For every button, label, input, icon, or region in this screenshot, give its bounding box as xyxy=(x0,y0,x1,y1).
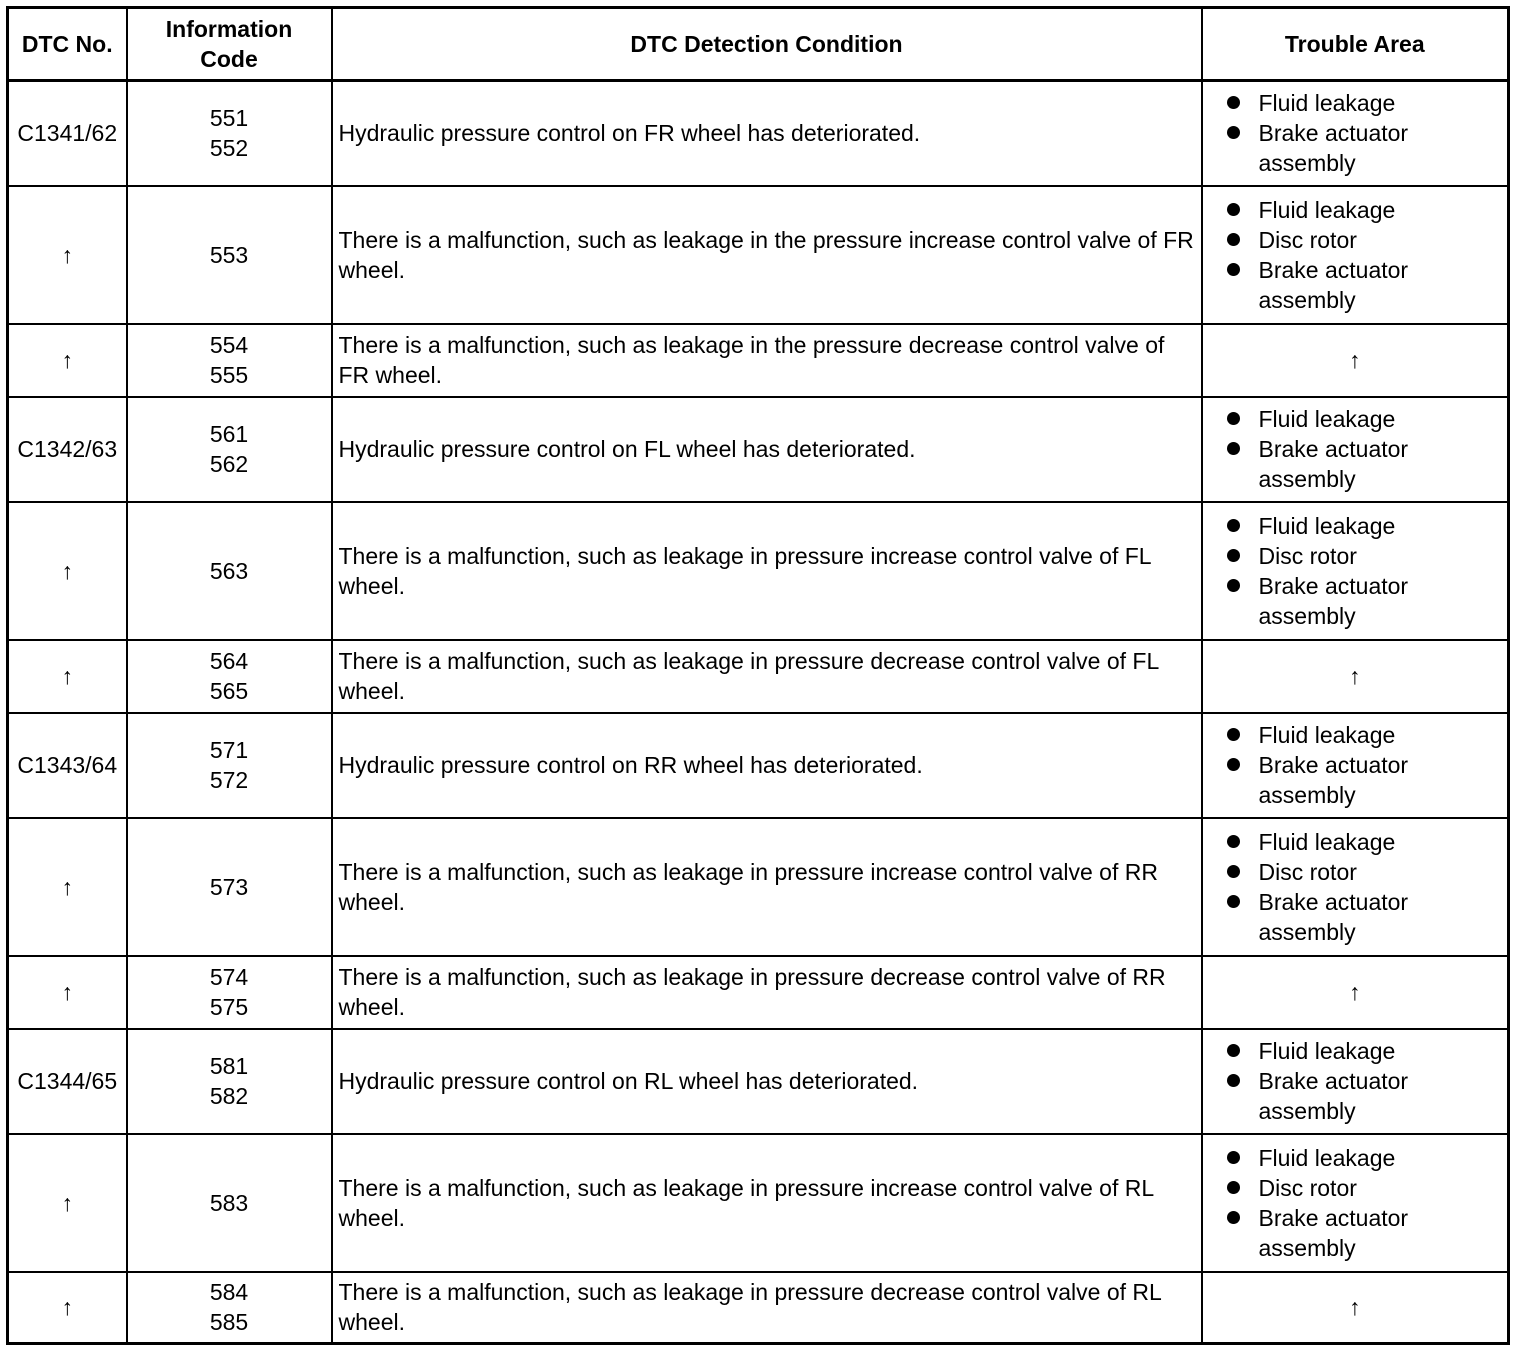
bullet-icon xyxy=(1227,442,1240,455)
trouble-area-cell: ↑ xyxy=(1202,956,1509,1029)
dtc-number-cell: ↑ xyxy=(8,1134,127,1272)
trouble-area-item xyxy=(1223,511,1502,541)
header-row xyxy=(8,8,1509,81)
trouble-area-text: Fluid leakage xyxy=(1258,1038,1396,1064)
trouble-area-text: Brake actuator assembly xyxy=(1258,572,1409,629)
trouble-area-cell xyxy=(1202,397,1509,502)
trouble-area-text: Brake actuator assembly xyxy=(1258,120,1409,177)
trouble-area-text: Fluid leakage xyxy=(1258,90,1396,117)
information-code: 584 xyxy=(209,1279,249,1306)
bullet-icon xyxy=(1227,1044,1240,1057)
information-code: 585 xyxy=(209,1309,249,1336)
detection-condition-cell: There is a malfunction, such as leakage in pressure increase control valve of RR wheel. xyxy=(332,818,1202,956)
information-code: 575 xyxy=(209,994,249,1020)
trouble-area-item xyxy=(1223,225,1502,255)
bullet-icon xyxy=(1227,728,1240,741)
table-row xyxy=(8,81,1509,186)
trouble-area-cell: ↑ xyxy=(1202,640,1509,713)
trouble-area-item xyxy=(1223,857,1502,887)
information-code: 562 xyxy=(209,451,249,477)
bullet-icon xyxy=(1227,1181,1240,1194)
trouble-area-text: Disc rotor xyxy=(1258,542,1357,569)
trouble-area-item xyxy=(1223,404,1502,434)
table-row xyxy=(8,502,1509,640)
dtc-number-cell: ↑ xyxy=(8,1272,127,1344)
header-dtc-no: DTC No. xyxy=(8,8,127,81)
trouble-area-text: Brake actuator assembly xyxy=(1258,752,1409,808)
information-code: 561 xyxy=(209,421,249,447)
trouble-area-cell xyxy=(1202,502,1509,640)
trouble-area-text: Fluid leakage xyxy=(1258,196,1396,223)
information-code: 572 xyxy=(209,767,249,793)
trouble-area-text: Fluid leakage xyxy=(1258,722,1396,748)
detection-condition-cell: There is a malfunction, such as leakage in the pressure increase control valve of FR wheel. xyxy=(332,186,1202,324)
dtc-number-cell: ↑ xyxy=(8,186,127,324)
information-code: 555 xyxy=(209,362,249,388)
bullet-icon xyxy=(1227,412,1240,425)
table-row xyxy=(8,324,1509,397)
table-row xyxy=(8,1134,1509,1272)
information-code: 554 xyxy=(209,332,249,358)
trouble-area-item xyxy=(1223,750,1502,810)
bullet-icon xyxy=(1227,1074,1240,1087)
trouble-area-text: Fluid leakage xyxy=(1258,406,1396,432)
trouble-area-item xyxy=(1223,1203,1502,1263)
detection-condition-cell: Hydraulic pressure control on RL wheel has deteriorated. xyxy=(332,1029,1202,1134)
dtc-number-cell: C1344/65 xyxy=(8,1029,127,1134)
trouble-area-list xyxy=(1223,1036,1502,1126)
header-code-line2: Code xyxy=(200,46,258,72)
trouble-area-text: Fluid leakage xyxy=(1258,1144,1396,1171)
trouble-area-text: Disc rotor xyxy=(1258,858,1357,885)
dtc-number-cell: C1342/63 xyxy=(8,397,127,502)
trouble-area-cell: ↑ xyxy=(1202,324,1509,397)
bullet-icon xyxy=(1227,126,1240,139)
information-code-cell xyxy=(127,640,332,713)
information-code: 571 xyxy=(209,737,249,763)
information-code-cell xyxy=(127,713,332,818)
table-row xyxy=(8,818,1509,956)
information-code: 564 xyxy=(209,648,249,674)
dtc-number-cell: C1341/62 xyxy=(8,81,127,186)
information-code: 565 xyxy=(209,678,249,704)
trouble-area-item xyxy=(1223,88,1502,118)
trouble-area-text: Disc rotor xyxy=(1258,226,1357,253)
trouble-area-item xyxy=(1223,1173,1502,1203)
bullet-icon xyxy=(1227,1151,1240,1164)
trouble-area-cell: ↑ xyxy=(1202,1272,1509,1344)
trouble-area-list xyxy=(1223,511,1502,631)
table-row xyxy=(8,1029,1509,1134)
information-code-cell xyxy=(127,1029,332,1134)
table-row xyxy=(8,397,1509,502)
bullet-icon xyxy=(1227,835,1240,848)
table-row xyxy=(8,640,1509,713)
dtc-number-cell: ↑ xyxy=(8,818,127,956)
trouble-area-item xyxy=(1223,827,1502,857)
trouble-area-item xyxy=(1223,571,1502,631)
dtc-number-cell: ↑ xyxy=(8,502,127,640)
bullet-icon xyxy=(1227,263,1240,276)
trouble-area-list xyxy=(1223,88,1502,178)
trouble-area-cell xyxy=(1202,713,1509,818)
bullet-icon xyxy=(1227,233,1240,246)
trouble-area-item xyxy=(1223,720,1502,750)
detection-condition-cell: Hydraulic pressure control on FL wheel has deteriorated. xyxy=(332,397,1202,502)
bullet-icon xyxy=(1227,549,1240,562)
bullet-icon xyxy=(1227,895,1240,908)
bullet-icon xyxy=(1227,96,1240,109)
table-row xyxy=(8,1272,1509,1344)
trouble-area-cell xyxy=(1202,1134,1509,1272)
trouble-area-text: Fluid leakage xyxy=(1258,512,1396,539)
bullet-icon xyxy=(1227,865,1240,878)
detection-condition-cell: There is a malfunction, such as leakage in pressure increase control valve of FL wheel. xyxy=(332,502,1202,640)
dtc-number-cell: ↑ xyxy=(8,956,127,1029)
header-information-code xyxy=(127,8,332,81)
trouble-area-item xyxy=(1223,1036,1502,1066)
information-code-cell xyxy=(127,186,332,324)
information-code: 574 xyxy=(209,964,249,990)
trouble-area-text: Brake actuator assembly xyxy=(1258,256,1409,313)
trouble-area-text: Fluid leakage xyxy=(1258,828,1396,855)
table-row xyxy=(8,956,1509,1029)
trouble-area-text: Brake actuator assembly xyxy=(1258,1068,1409,1124)
information-code: 581 xyxy=(209,1053,249,1079)
trouble-area-cell xyxy=(1202,1029,1509,1134)
bullet-icon xyxy=(1227,1211,1240,1224)
trouble-area-item xyxy=(1223,118,1502,178)
table-row xyxy=(8,186,1509,324)
dtc-number-cell: ↑ xyxy=(8,324,127,397)
trouble-area-item xyxy=(1223,541,1502,571)
trouble-area-list xyxy=(1223,720,1502,810)
bullet-icon xyxy=(1227,579,1240,592)
header-trouble-area: Trouble Area xyxy=(1202,8,1509,81)
information-code-cell xyxy=(127,1272,332,1344)
trouble-area-item xyxy=(1223,255,1502,315)
detection-condition-cell: There is a malfunction, such as leakage in pressure increase control valve of RL wheel. xyxy=(332,1134,1202,1272)
trouble-area-item xyxy=(1223,887,1502,947)
information-code-cell xyxy=(127,502,332,640)
trouble-area-item xyxy=(1223,195,1502,225)
trouble-area-cell xyxy=(1202,818,1509,956)
detection-condition-cell: Hydraulic pressure control on RR wheel has deteriorated. xyxy=(332,713,1202,818)
trouble-area-list xyxy=(1223,195,1502,315)
dtc-number-cell: ↑ xyxy=(8,640,127,713)
trouble-area-cell xyxy=(1202,186,1509,324)
detection-condition-cell: There is a malfunction, such as leakage in pressure decrease control valve of FL wheel. xyxy=(332,640,1202,713)
detection-condition-cell: There is a malfunction, such as leakage in the pressure decrease control valve of FR wheel. xyxy=(332,324,1202,397)
information-code-cell xyxy=(127,324,332,397)
bullet-icon xyxy=(1227,758,1240,771)
dtc-table xyxy=(6,6,1510,1345)
information-code: 553 xyxy=(209,241,249,268)
header-code-line1: Information xyxy=(165,16,293,42)
information-code-cell xyxy=(127,397,332,502)
trouble-area-list xyxy=(1223,827,1502,947)
trouble-area-text: Brake actuator assembly xyxy=(1258,436,1409,492)
trouble-area-cell xyxy=(1202,81,1509,186)
bullet-icon xyxy=(1227,519,1240,532)
information-code-cell xyxy=(127,1134,332,1272)
information-code: 582 xyxy=(209,1083,249,1109)
trouble-area-text: Disc rotor xyxy=(1258,1174,1357,1201)
trouble-area-item xyxy=(1223,1066,1502,1126)
table-row xyxy=(8,713,1509,818)
trouble-area-text: Brake actuator assembly xyxy=(1258,1204,1409,1261)
information-code-cell xyxy=(127,81,332,186)
header-detection-condition: DTC Detection Condition xyxy=(332,8,1202,81)
information-code: 573 xyxy=(209,873,249,900)
bullet-icon xyxy=(1227,203,1240,216)
trouble-area-list xyxy=(1223,404,1502,494)
trouble-area-list xyxy=(1223,1143,1502,1263)
information-code: 551 xyxy=(209,105,249,132)
detection-condition-cell: Hydraulic pressure control on FR wheel has deteriorated. xyxy=(332,81,1202,186)
information-code: 563 xyxy=(209,557,249,584)
information-code-cell xyxy=(127,818,332,956)
detection-condition-cell: There is a malfunction, such as leakage in pressure decrease control valve of RR wheel. xyxy=(332,956,1202,1029)
table-body xyxy=(8,81,1509,1344)
information-code: 583 xyxy=(209,1189,249,1216)
detection-condition-cell: There is a malfunction, such as leakage in pressure decrease control valve of RL wheel. xyxy=(332,1272,1202,1344)
trouble-area-text: Brake actuator assembly xyxy=(1258,888,1409,945)
trouble-area-item xyxy=(1223,1143,1502,1173)
information-code: 552 xyxy=(209,135,249,162)
information-code-cell xyxy=(127,956,332,1029)
trouble-area-item xyxy=(1223,434,1502,494)
dtc-number-cell: C1343/64 xyxy=(8,713,127,818)
